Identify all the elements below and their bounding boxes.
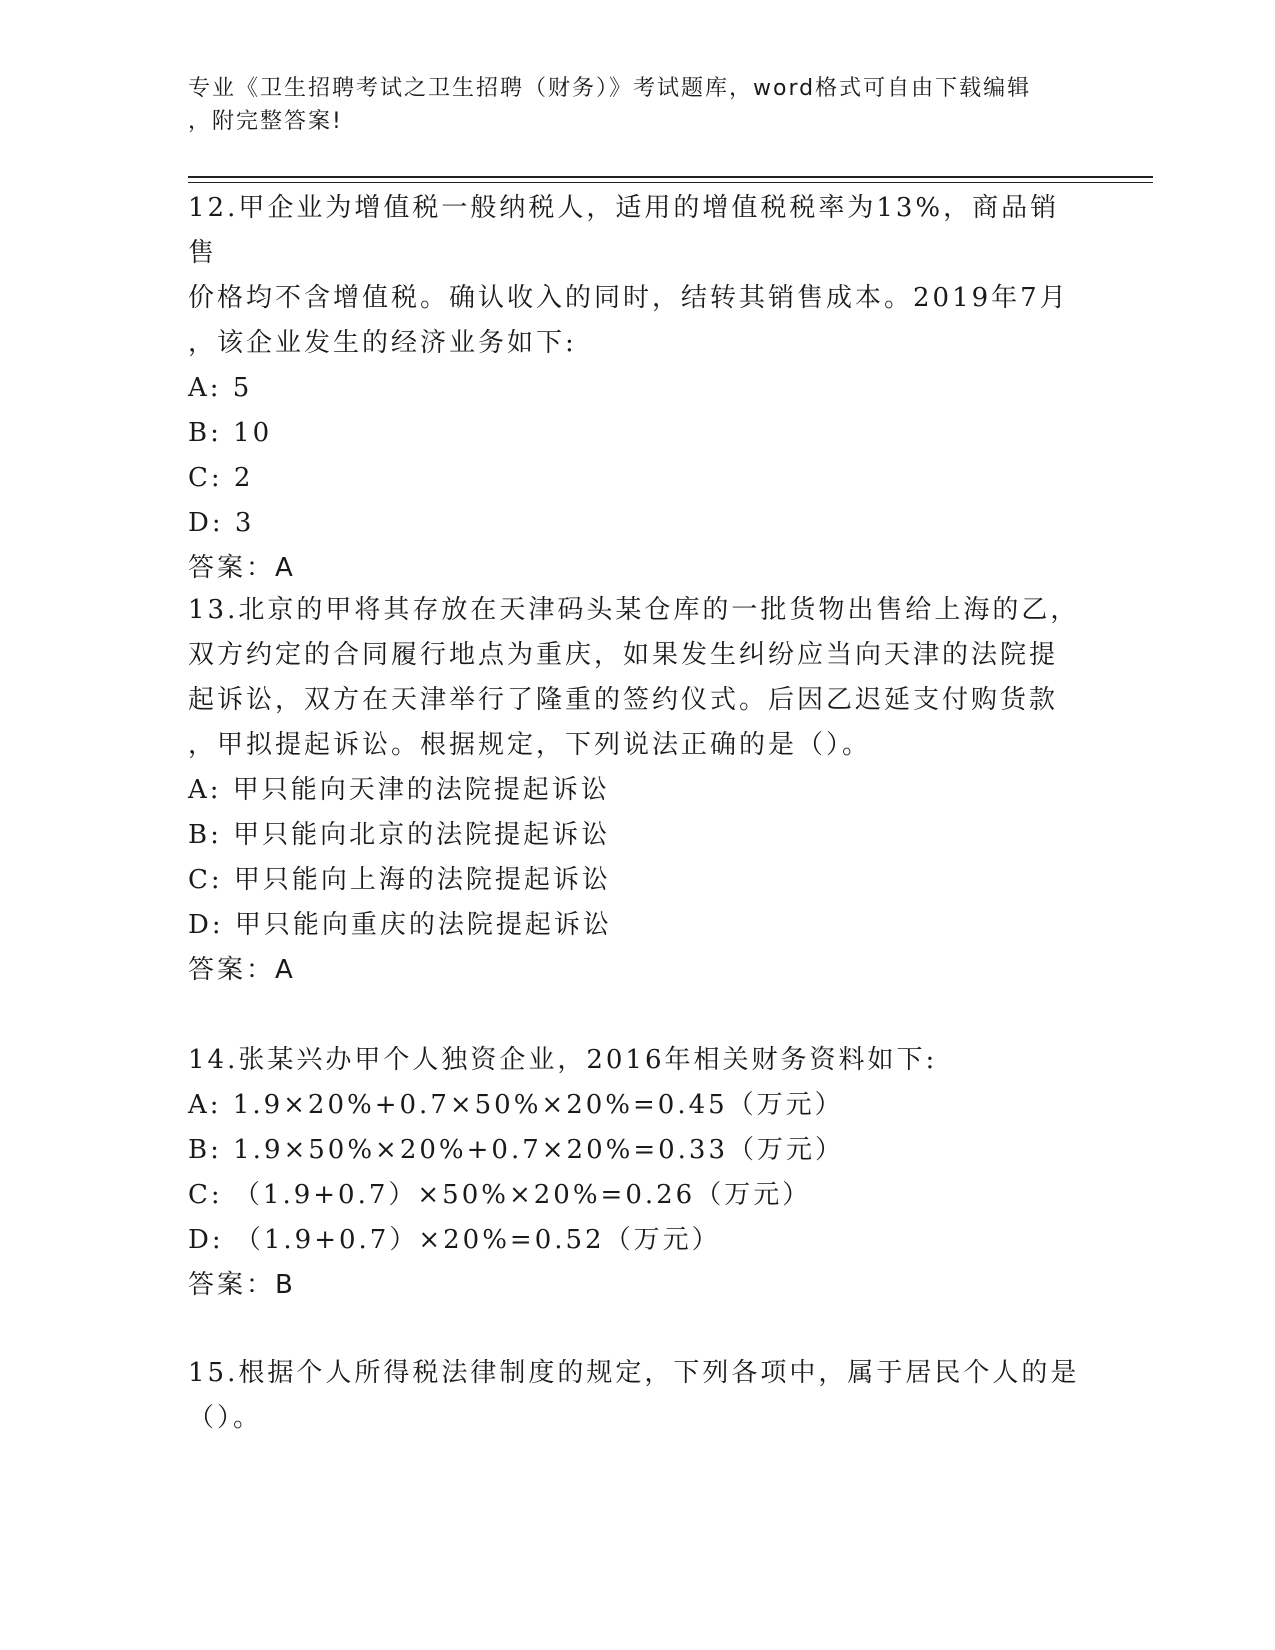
option-c: C: （1.9+0.7）×50%×20%=0.26（万元）	[188, 1180, 812, 1210]
header-line-2: ，附完整答案!	[188, 109, 343, 134]
stem-line: 起诉讼，双方在天津举行了隆重的签约仪式。后因乙迟延支付购货款	[188, 685, 1059, 715]
answer: 答案：B	[188, 1270, 296, 1300]
option-a: A: 甲只能向天津的法院提起诉讼	[188, 775, 610, 805]
answer: 答案：A	[188, 955, 296, 985]
question-13	[188, 588, 1088, 993]
stem-line: （）。	[188, 1403, 263, 1433]
header-rule-thick	[188, 176, 1153, 178]
document-header	[188, 72, 1068, 138]
stem-line: ，该企业发生的经济业务如下:	[188, 328, 577, 358]
question-stem	[188, 1038, 1088, 1083]
header-rule-thin	[188, 182, 1153, 183]
option-d: D: （1.9+0.7）×20%=0.52（万元）	[188, 1225, 721, 1255]
option-d: D: 甲只能向重庆的法院提起诉讼	[188, 910, 612, 940]
header-line-1: 专业《卫生招聘考试之卫生招聘（财务）》考试题库，word格式可自由下载编辑	[188, 76, 1032, 101]
option-b: B: 1.9×50%×20%+0.7×20%=0.33（万元）	[188, 1135, 845, 1165]
question-stem	[188, 186, 1088, 366]
stem-line: ，甲拟提起诉讼。根据规定，下列说法正确的是（）。	[188, 730, 872, 760]
question-15	[188, 1351, 1088, 1441]
question-12	[188, 186, 1088, 591]
option-b: B: 甲只能向北京的法院提起诉讼	[188, 820, 611, 850]
stem-line: 13.北京的甲将其存放在天津码头某仓库的一批货物出售给上海的乙，	[188, 595, 1080, 625]
option-c: C: 2	[188, 463, 254, 493]
stem-line: 12.甲企业为增值税一般纳税人，适用的增值税税率为13%，商品销售	[188, 193, 1060, 268]
option-c: C: 甲只能向上海的法院提起诉讼	[188, 865, 611, 895]
question-stem	[188, 588, 1088, 768]
stem-line: 价格均不含增值税。确认收入的同时，结转其销售成本。2019年7月	[188, 283, 1069, 313]
question-14	[188, 1038, 1088, 1308]
stem-line: 14.张某兴办甲个人独资企业，2016年相关财务资料如下:	[188, 1045, 938, 1075]
option-d: D: 3	[188, 508, 255, 538]
question-stem	[188, 1351, 1088, 1441]
answer: 答案：A	[188, 553, 296, 583]
option-b: B: 10	[188, 418, 273, 448]
stem-line: 双方约定的合同履行地点为重庆，如果发生纠纷应当向天津的法院提	[188, 640, 1059, 670]
option-a: A: 5	[188, 373, 253, 403]
stem-line: 15.根据个人所得税法律制度的规定，下列各项中，属于居民个人的是	[188, 1358, 1080, 1388]
option-a: A: 1.9×20%+0.7×50%×20%=0.45（万元）	[188, 1090, 844, 1120]
